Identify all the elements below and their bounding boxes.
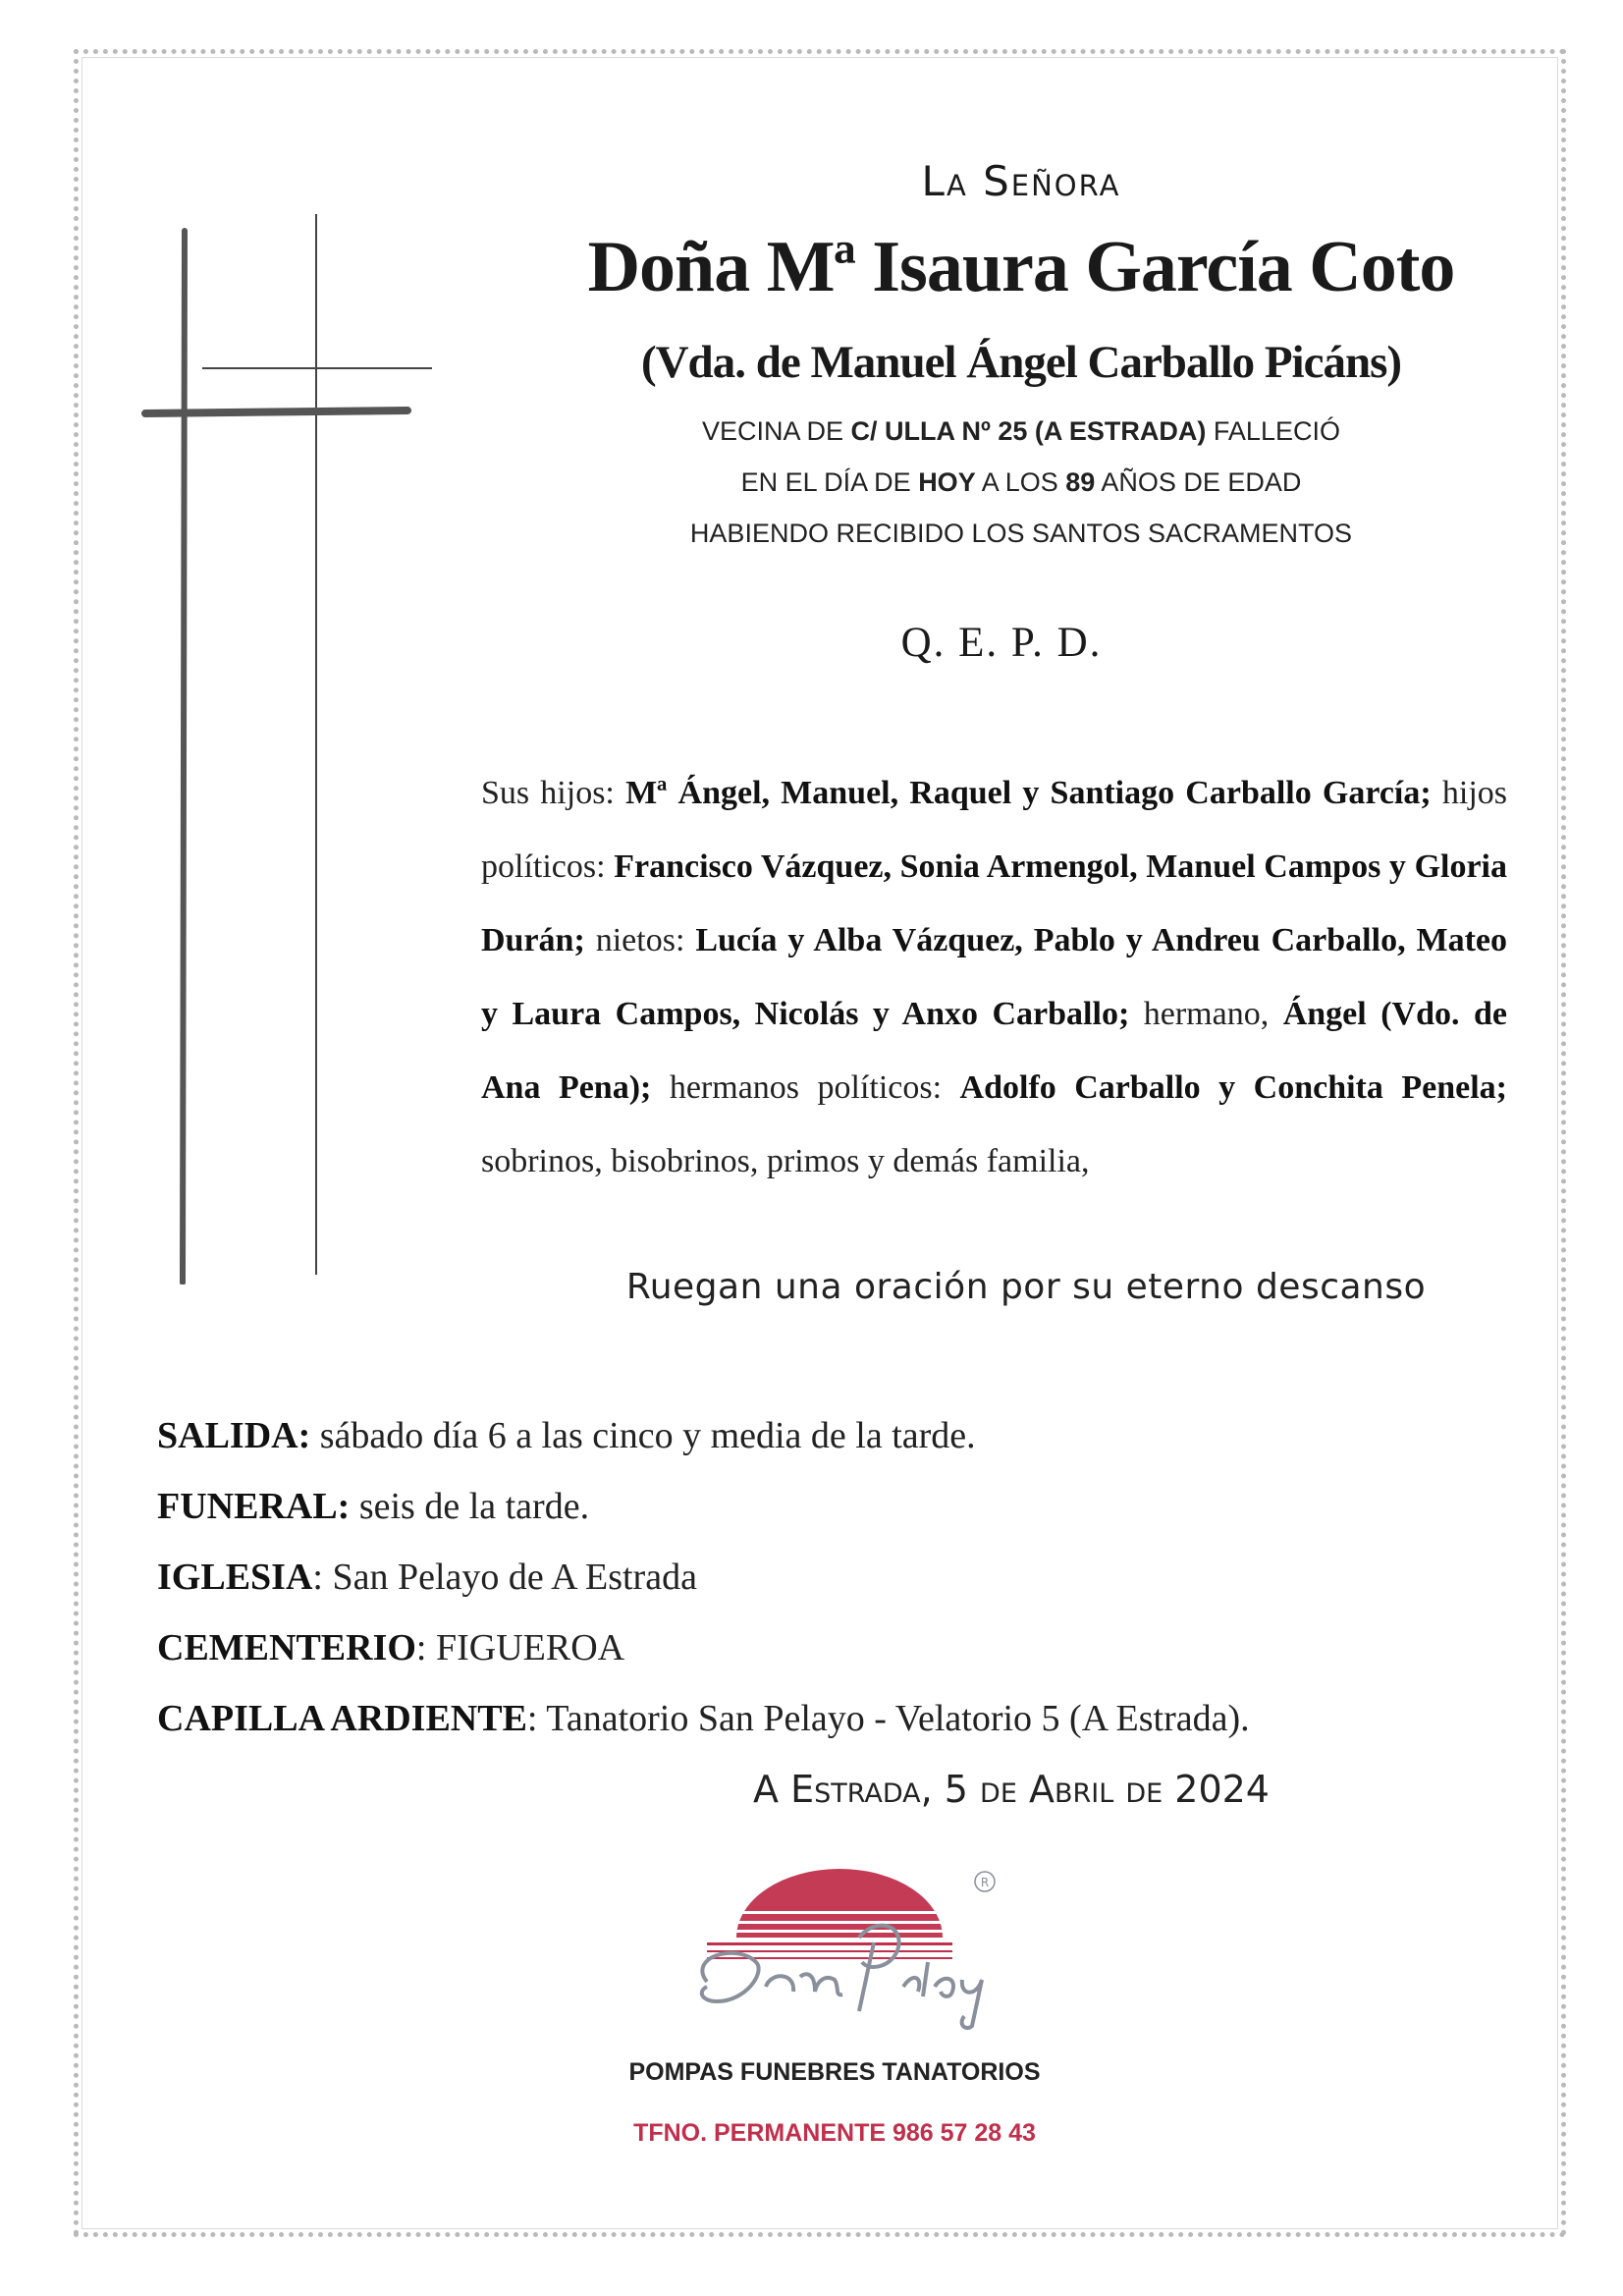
service-value: : San Pelayo de A Estrada xyxy=(312,1557,697,1598)
service-label: CEMENTERIO xyxy=(157,1627,416,1668)
service-label: IGLESIA xyxy=(157,1557,313,1598)
family-paragraph xyxy=(481,756,1507,1198)
family-closing: sobrinos, bisobrinos, primos y demás familia, xyxy=(481,1143,1090,1179)
service-value: sábado día 6 a las cinco y media de la tarde. xyxy=(310,1415,976,1456)
service-chapel xyxy=(157,1697,1250,1740)
deceased-name: Doña Mª Isaura García Coto xyxy=(587,227,1455,307)
qepd: Q. E. P. D. xyxy=(900,620,1103,666)
service-cemetery xyxy=(157,1626,624,1669)
service-value: : FIGUEROA xyxy=(415,1627,625,1668)
service-label: FUNERAL: xyxy=(157,1486,351,1527)
service-label: CAPILLA ARDIENTE xyxy=(157,1698,527,1739)
brother-label: hermano, xyxy=(1129,996,1283,1032)
sibling-inlaws-label: hermanos políticos: xyxy=(651,1069,960,1106)
inlaws-label: hijos políticos: xyxy=(481,775,1507,885)
cross-icon xyxy=(137,214,432,1285)
service-value: seis de la tarde. xyxy=(350,1486,590,1527)
residence-suffix: FALLECIÓ xyxy=(1206,416,1340,446)
age-line-part: A LOS xyxy=(975,467,1066,497)
residence-prefix: VECINA DE xyxy=(702,416,851,446)
children-names: Mª Ángel, Manuel, Raquel y Santiago Carballo García; xyxy=(625,775,1432,811)
service-value: : Tanatorio San Pelayo - Velatorio 5 (A Estrada). xyxy=(526,1698,1250,1739)
date-line: A Estrada, 5 de Abril de 2024 xyxy=(753,1768,1270,1811)
inlaws-names: Francisco Vázquez, Sonia Armengol, Manuel Campos y Gloria Durán; xyxy=(481,848,1507,958)
service-label: SALIDA: xyxy=(157,1415,311,1456)
age-line-part: EN EL DÍA DE xyxy=(740,467,919,497)
sacraments-line: HABIENDO RECIBIDO LOS SANTOS SACRAMENTOS xyxy=(689,519,1353,548)
today-word: HOY xyxy=(918,467,976,497)
company-phone: TFNO. PERMANENTE 986 57 28 43 xyxy=(633,2119,1036,2147)
service-church xyxy=(157,1556,697,1599)
widow-line: (Vda. de Manuel Ángel Carballo Picáns) xyxy=(640,337,1402,388)
brother-name: Ángel (Vdo. de Ana Pena); xyxy=(481,996,1507,1106)
service-funeral xyxy=(157,1485,589,1528)
logo-lettering xyxy=(0,0,1,1)
age-value: 89 xyxy=(1065,467,1096,497)
grandchildren-label: nietos: xyxy=(584,922,696,958)
age-line-part: AÑOS DE EDAD xyxy=(1095,467,1302,497)
grandchildren-names: Lucía y Alba Vázquez, Pablo y Andreu Carballo, Mateo y Laura Campos, Nicolás y Anxo Carballo; xyxy=(481,922,1507,1032)
sibling-inlaws-names: Adolfo Carballo y Conchita Penela; xyxy=(959,1069,1507,1106)
svg-text:R: R xyxy=(980,1876,990,1889)
children-label: Sus hijos: xyxy=(481,775,626,811)
prayer-line: Ruegan una oración por su eterno descanso xyxy=(625,1267,1427,1307)
address: C/ ULLA Nº 25 (A ESTRADA) xyxy=(850,416,1207,446)
company-tagline: POMPAS FUNEBRES TANATORIOS xyxy=(628,2058,1041,2086)
service-departure xyxy=(157,1414,976,1457)
company-logo xyxy=(677,1864,1001,2031)
age-line xyxy=(628,467,1414,498)
header-title: La Señora xyxy=(921,157,1121,205)
residence-line xyxy=(628,416,1414,447)
